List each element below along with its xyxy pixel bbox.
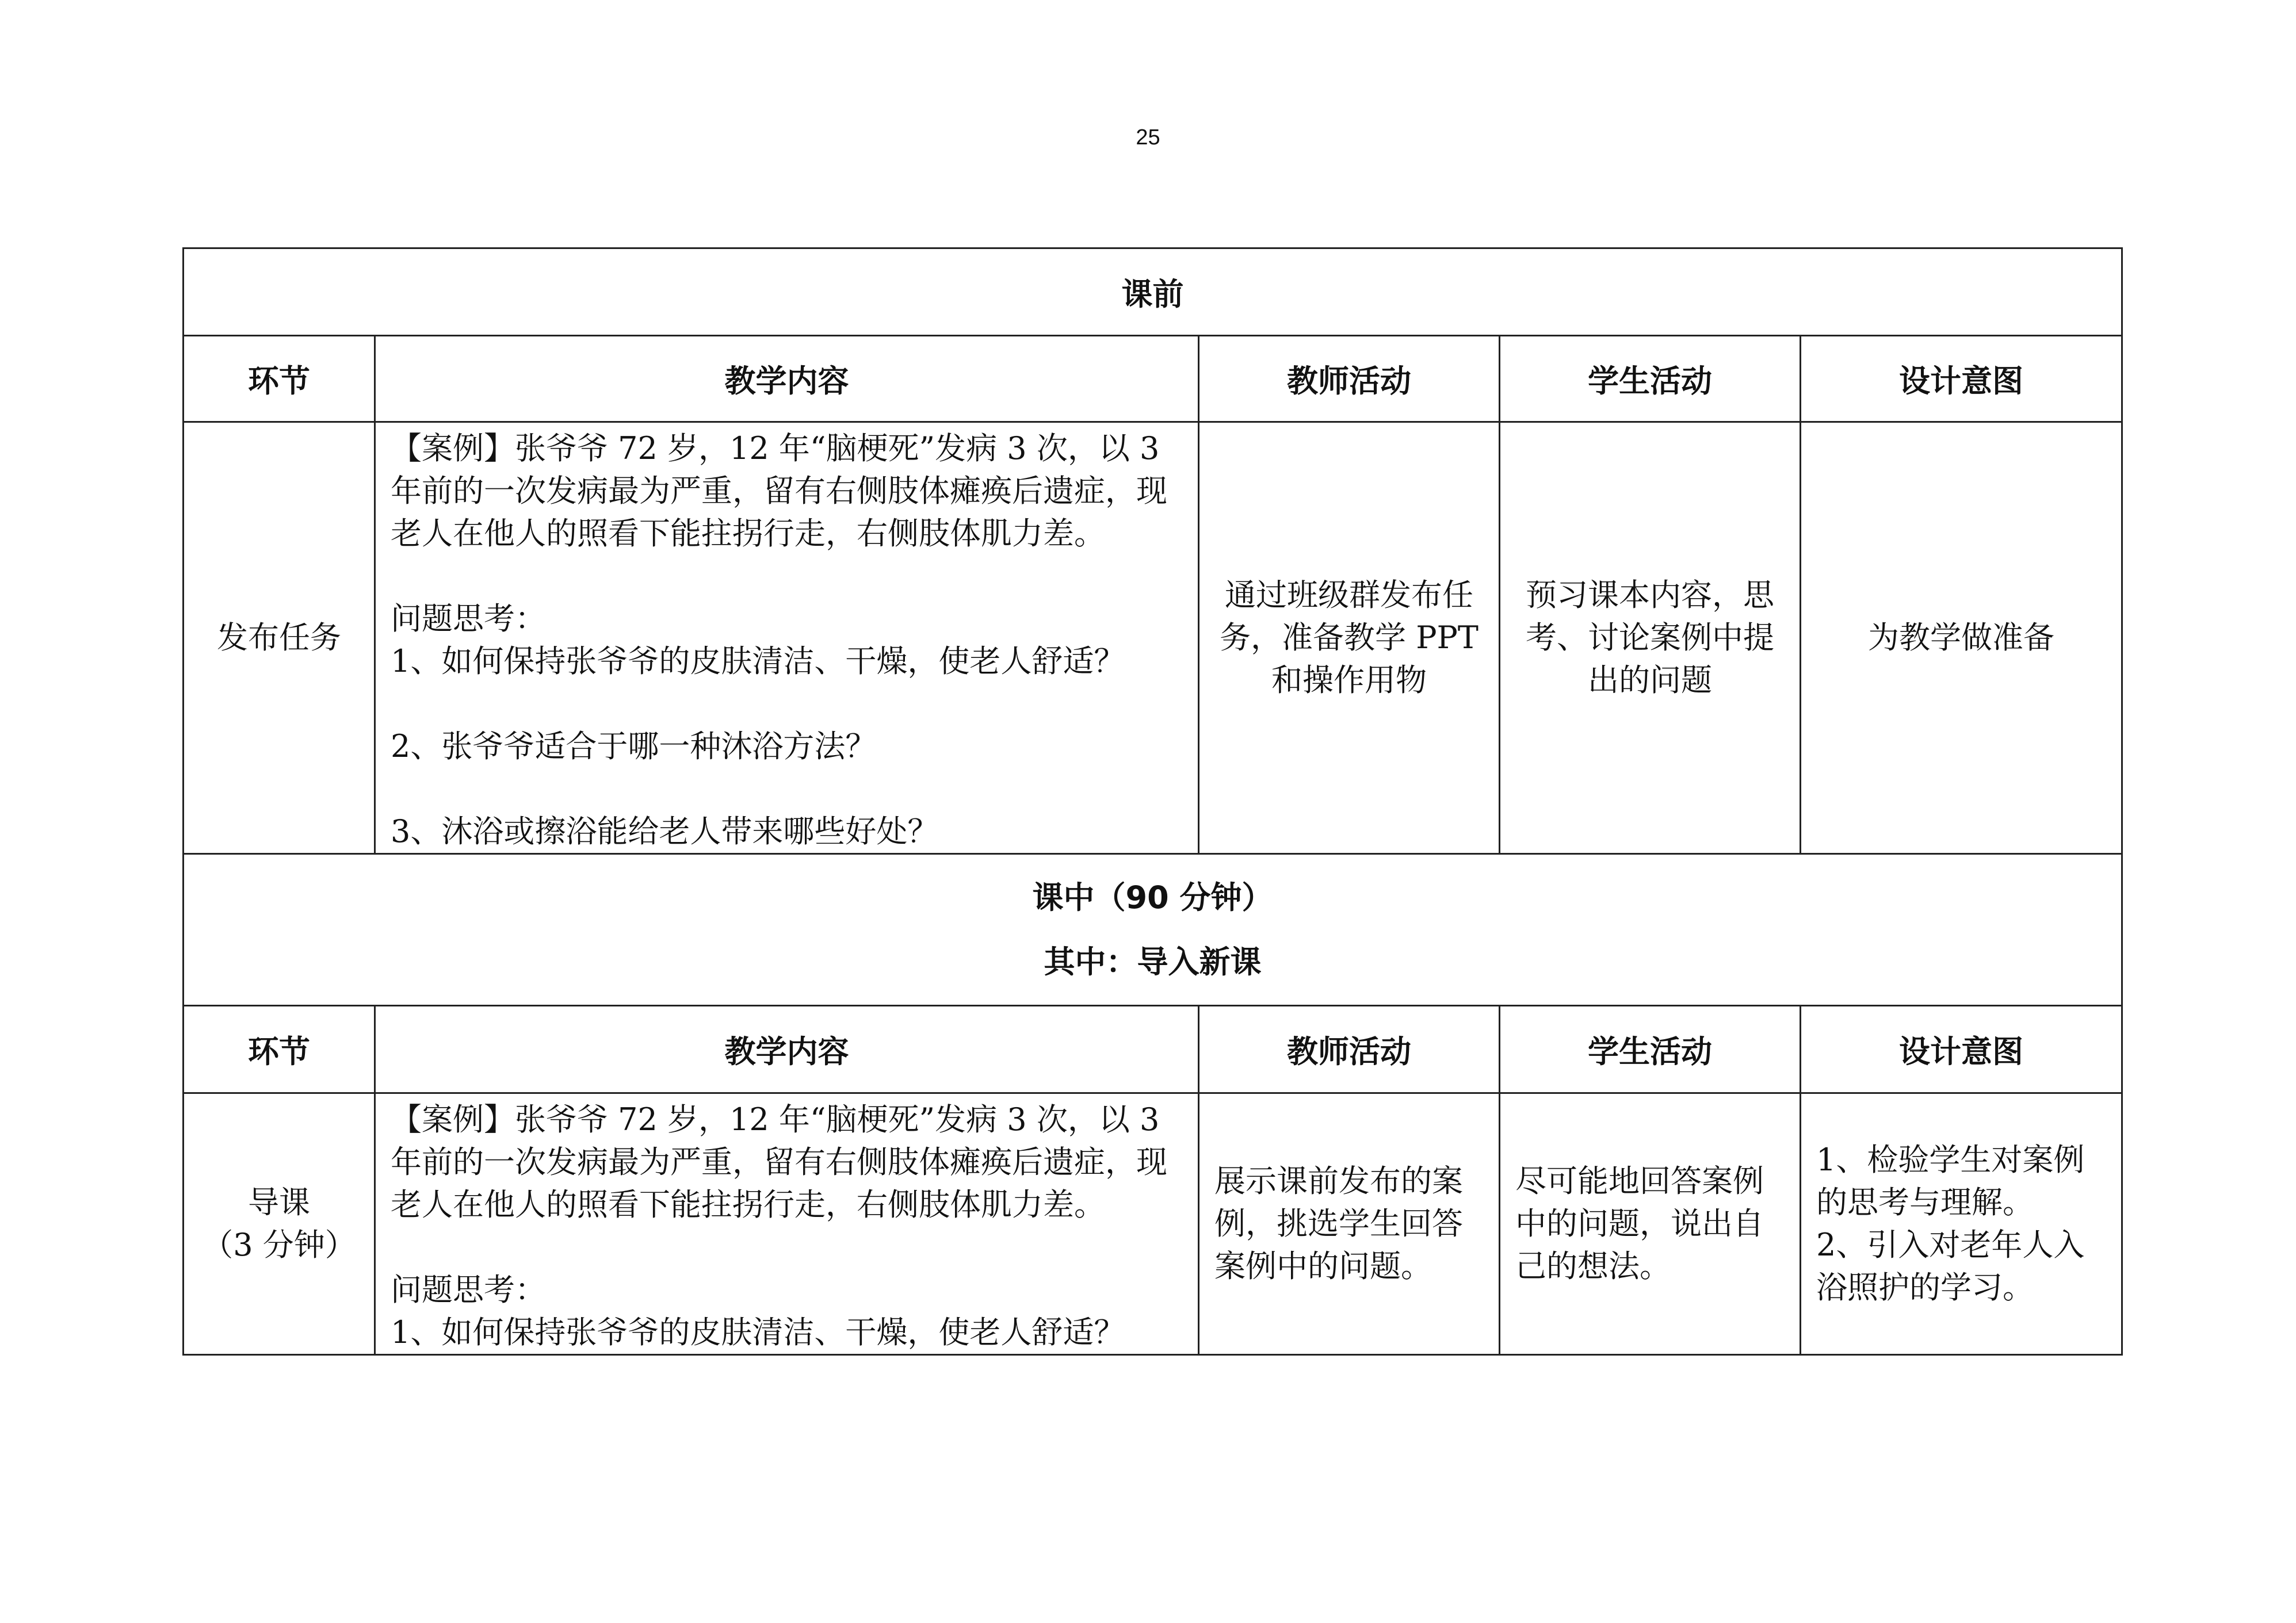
question-1: 1、如何保持张爷爷的皮肤清洁、干燥，使老人舒适？ bbox=[391, 1314, 1125, 1350]
header-design-intent: 设计意图 bbox=[1801, 1006, 2122, 1093]
in-class-section-row bbox=[184, 854, 2122, 1006]
header-student-activity: 学生活动 bbox=[1500, 336, 1801, 422]
lesson-plan-table bbox=[182, 247, 2123, 1356]
student-activity-cell: 预习课本内容，思考、讨论案例中提出的问题 bbox=[1500, 422, 1801, 854]
stage-cell: 发布任务 bbox=[184, 422, 375, 854]
content-cell bbox=[375, 422, 1199, 854]
stage-time: （3 分钟） bbox=[202, 1227, 356, 1263]
student-activity-cell: 尽可能地回答案例中的问题，说出自己的想法。 bbox=[1500, 1093, 1801, 1355]
page-number: 25 bbox=[1136, 125, 1160, 150]
header-stage: 环节 bbox=[184, 1006, 375, 1093]
question-2: 2、张爷爷适合于哪一种沐浴方法？ bbox=[391, 728, 877, 764]
teacher-activity-cell: 展示课前发布的案例，挑选学生回答案例中的问题。 bbox=[1199, 1093, 1500, 1355]
intent-1: 1、检验学生对案例的思考与理解。 bbox=[1816, 1142, 2085, 1220]
pre-class-task-row bbox=[184, 422, 2122, 854]
header-student-activity: 学生活动 bbox=[1500, 1006, 1801, 1093]
header-content: 教学内容 bbox=[375, 1006, 1199, 1093]
design-intent-cell bbox=[1801, 1093, 2122, 1355]
in-class-subtitle: 其中：导入新课 bbox=[1044, 943, 1262, 980]
header-content: 教学内容 bbox=[375, 336, 1199, 422]
header-teacher-activity: 教师活动 bbox=[1199, 1006, 1500, 1093]
question-title: 问题思考： bbox=[391, 1272, 546, 1308]
in-class-header-row bbox=[184, 1006, 2122, 1093]
stage-cell bbox=[184, 1093, 375, 1355]
question-1: 1、如何保持张爷爷的皮肤清洁、干燥，使老人舒适？ bbox=[391, 643, 1125, 679]
question-3: 3、沐浴或擦浴能给老人带来哪些好处？ bbox=[391, 813, 939, 849]
in-class-intro-row bbox=[184, 1093, 2122, 1355]
stage-name: 导课 bbox=[248, 1184, 310, 1220]
case-text: 【案例】张爷爷 72 岁，12 年“脑梗死”发病 3 次，以 3 年前的一次发病最为严重，留有右侧肢体瘫痪后遗症，现老人在他人的照看下能拄拐行走，右侧肢体肌力差。 bbox=[391, 430, 1167, 552]
pre-class-header-row bbox=[184, 336, 2122, 422]
header-design-intent: 设计意图 bbox=[1801, 336, 2122, 422]
in-class-title: 课中（90 分钟） bbox=[1032, 879, 1273, 916]
header-stage: 环节 bbox=[184, 336, 375, 422]
teacher-activity-cell: 通过班级群发布任务，准备教学 PPT 和操作用物 bbox=[1199, 422, 1500, 854]
design-intent-cell: 为教学做准备 bbox=[1801, 422, 2122, 854]
header-teacher-activity: 教师活动 bbox=[1199, 336, 1500, 422]
intent-2: 2、引入对老年人入浴照护的学习。 bbox=[1816, 1227, 2085, 1306]
content-cell bbox=[375, 1093, 1199, 1355]
question-title: 问题思考： bbox=[391, 600, 546, 637]
in-class-title-cell bbox=[184, 854, 2122, 1006]
pre-class-title: 课前 bbox=[184, 248, 2122, 336]
case-text: 【案例】张爷爷 72 岁，12 年“脑梗死”发病 3 次，以 3 年前的一次发病最为严重，留有右侧肢体瘫痪后遗症，现老人在他人的照看下能拄拐行走，右侧肢体肌力差。 bbox=[391, 1101, 1167, 1223]
pre-class-section-row bbox=[184, 248, 2122, 336]
